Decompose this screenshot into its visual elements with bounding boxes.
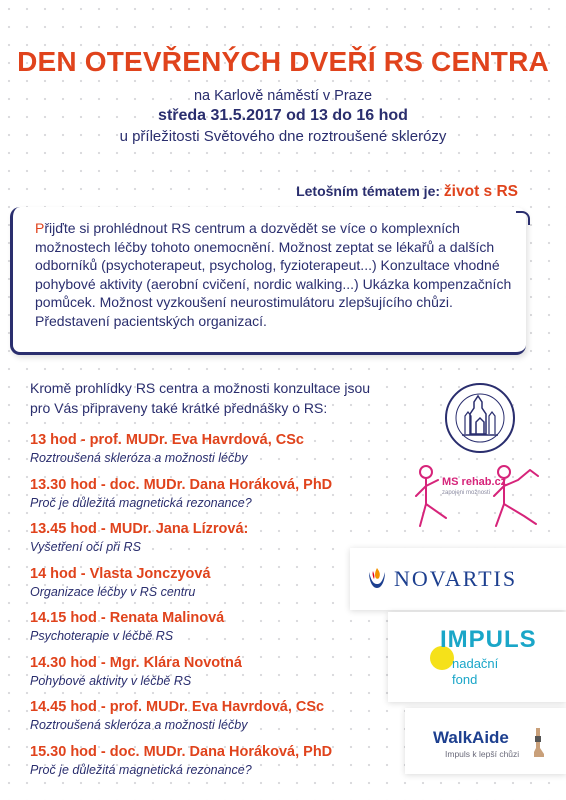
lecture-list (30, 430, 360, 786)
lectures-intro (30, 378, 370, 418)
event-location: na Karlově náměstí v Praze (193, 88, 373, 104)
lecture-topic: Roztroušená skleróza a možnosti léčby (30, 451, 248, 465)
lecture-title: 15.30 hod - doc. MUDr. Dana Horáková, PhD (30, 743, 333, 760)
lecture-item (30, 519, 360, 564)
msrehab-tagline: zapojeni možnosti (442, 490, 491, 496)
msrehab-figure-icon (412, 460, 552, 540)
lecture-item (30, 564, 360, 609)
info-body: řijďte si prohlédnout RS centrum a dozvědět se více o komplexních možnostech léčby tohoto onemocnění. Možnost zeptat se lékařů a dalších odborníků (psychoterapeut, psycholog, fyzioterapeut...) Konzultace vhodné pohybové aktivity (aerobní cvičení, nordic walking...) Ukázka kompenzačních pomůcek. Možnost vyzkoušení neurostimulátoru zlepšujícího chůzi. Představení pacientských organizací. (35, 220, 512, 329)
walkaide-leg-icon (531, 728, 545, 758)
lecture-topic: Psychoterapie v léčbě RS (30, 629, 174, 643)
lecture-item (30, 475, 360, 520)
lecture-topic: Pohybové aktivity v léčbě RS (30, 673, 192, 688)
novartis-logo-card (350, 548, 566, 610)
walkaide-logo-card (405, 708, 566, 774)
lecture-item (30, 430, 360, 475)
info-first-letter: P (35, 220, 45, 236)
lecture-topic: Proč je důležitá magnetická rezonance? (30, 495, 252, 510)
theme-line (296, 183, 518, 201)
faculty-seal-icon (418, 378, 536, 458)
info-box (10, 207, 526, 355)
lecture-item (30, 697, 360, 742)
novartis-name: NOVARTIS (394, 566, 518, 591)
lecture-title: 14.30 hod - Mgr. Klára Novotná (30, 654, 242, 671)
msrehab-name: MS rehab.cz (442, 476, 507, 488)
theme-label: Letošním tématem je: (296, 183, 441, 199)
lecture-title: 14.45 hod - prof. MUDr. Eva Havrdová, CSc (30, 699, 325, 715)
info-text (35, 219, 516, 331)
box-corner-decoration (516, 211, 530, 225)
lecture-item (30, 608, 360, 653)
novartis-flame-icon (366, 566, 388, 590)
lecture-title: 13.30 hod - doc. MUDr. Dana Horáková, PhD (30, 476, 333, 493)
impuls-sub1: nadační (452, 656, 499, 671)
lecture-title: 13.45 hod - MUDr. Jana Lízrová: (30, 521, 249, 537)
lecture-item (30, 653, 360, 698)
lecture-topic: Roztroušená skleróza a možnosti léčby (30, 718, 248, 732)
intro-line-2: pro Vás připraveny také krátké přednášky o RS: (30, 400, 328, 416)
lecture-title: 13 hod - prof. MUDr. Eva Havrdová, CSc (30, 432, 304, 448)
impuls-logo-card (388, 612, 566, 702)
walkaide-name: WalkAide (433, 728, 509, 747)
event-date-time: středa 31.5.2017 od 13 do 16 hod (158, 107, 408, 124)
lecture-item (30, 742, 360, 787)
event-occasion: u příležitosti Světového dne roztroušené sklerózy (119, 128, 447, 145)
lecture-title: 14 hod - Vlasta Jonczyová (30, 565, 211, 582)
lecture-title: 14.15 hod - Renata Malinová (30, 610, 225, 626)
lecture-topic: Vyšetření očí při RS (30, 540, 141, 554)
event-title: DEN OTEVŘENÝCH DVEŘÍ RS CENTRA (17, 46, 549, 77)
walkaide-tagline: Impuls k lepší chůzi (445, 749, 520, 759)
msrehab-logo-card (412, 460, 552, 540)
lecture-topic: Proč je důležitá magnetická rezonance? (30, 762, 252, 777)
lecture-topic: Organizace léčby v RS centru (30, 584, 196, 599)
impuls-name: IMPULS (440, 626, 537, 653)
faculty-logo-card (418, 378, 536, 458)
impuls-sub2: fond (452, 672, 478, 687)
intro-line-1: Kromě prohlídky RS centra a možnosti konzultace jsou (30, 380, 371, 396)
theme-value: život s RS (443, 183, 518, 200)
